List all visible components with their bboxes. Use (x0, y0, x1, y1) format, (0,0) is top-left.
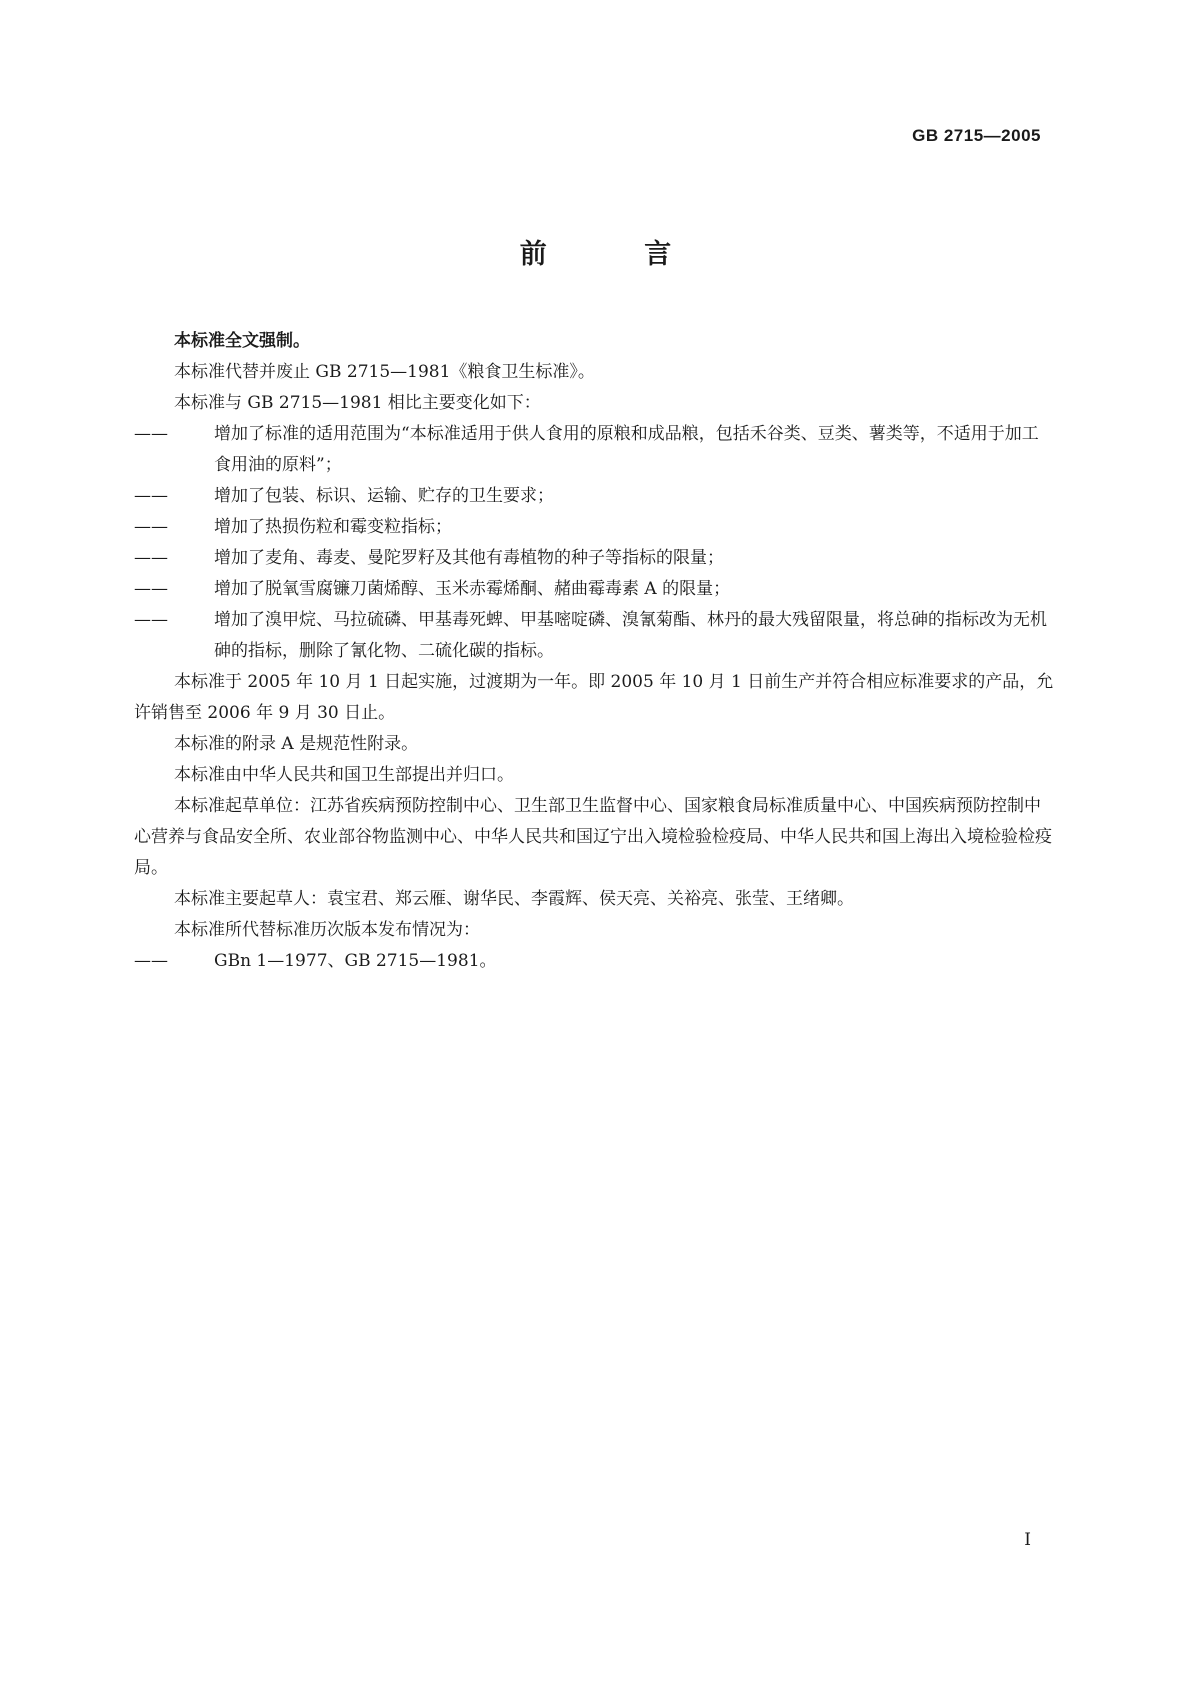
dash-marker: —— (134, 517, 168, 537)
replacement-statement: 本标准代替并废止 GB 2715—1981《粮食卫生标准》。 (174, 362, 595, 382)
change-item (134, 574, 1054, 605)
dash-marker: —— (134, 951, 168, 971)
proposer-note: 本标准由中华人民共和国卫生部提出并归口。 (174, 765, 514, 785)
foreword-body (134, 326, 1054, 977)
drafting-units: 本标准起草单位：江苏省疾病预防控制中心、卫生部卫生监督中心、国家粮食局标准质量中心、中国疾病预防控制中心营养与食品安全所、农业部谷物监测中心、中华人民共和国辽宁出入境检验检疫局、中华人民共和国上海出入境检验检疫局。 (134, 796, 1052, 878)
change-item-text: 增加了包装、标识、运输、贮存的卫生要求； (214, 486, 554, 506)
change-item (134, 419, 1054, 481)
dash-marker: —— (134, 579, 168, 599)
change-item (134, 512, 1054, 543)
page-number: I (1024, 1530, 1031, 1550)
change-item-text: 增加了标准的适用范围为“本标准适用于供人食用的原粮和成品粮，包括禾谷类、豆类、薯类等，不适用于加工食用油的原料”； (214, 424, 1039, 475)
change-item-text: 增加了脱氧雪腐镰刀菌烯醇、玉米赤霉烯酮、赭曲霉毒素 A 的限量； (214, 579, 731, 599)
mandatory-statement: 本标准全文强制。 (174, 331, 310, 351)
drafters: 本标准主要起草人：袁宝君、郑云雁、谢华民、李霞辉、侯天亮、关裕亮、张莹、王绪卿。 (174, 889, 854, 909)
change-item (134, 543, 1054, 574)
history-item-text: GBn 1—1977、GB 2715—1981。 (214, 951, 497, 971)
change-item-text: 增加了热损伤粒和霉变粒指标； (214, 517, 452, 537)
dash-marker: —— (134, 548, 168, 568)
changes-intro: 本标准与 GB 2715—1981 相比主要变化如下： (174, 393, 541, 413)
history-intro: 本标准所代替标准历次版本发布情况为： (174, 920, 480, 940)
implementation-date: 本标准于 2005 年 10 月 1 日起实施，过渡期为一年。即 2005 年 10 月 1 日前生产并符合相应标准要求的产品，允许销售至 2006 年 9 月 30 日止。 (134, 672, 1054, 723)
appendix-note: 本标准的附录 A 是规范性附录。 (174, 734, 419, 754)
page-title: 前 言 (519, 239, 716, 270)
dash-marker: —— (134, 486, 168, 506)
change-item-text: 增加了麦角、毒麦、曼陀罗籽及其他有毒植物的种子等指标的限量； (214, 548, 724, 568)
change-item (134, 605, 1054, 667)
dash-marker: —— (134, 610, 168, 630)
dash-marker: —— (134, 424, 168, 444)
change-item (134, 481, 1054, 512)
history-item (134, 946, 1054, 977)
change-item-text: 增加了溴甲烷、马拉硫磷、甲基毒死蜱、甲基嘧啶磷、溴氰菊酯、林丹的最大残留限量，将总砷的指标改为无机砷的指标，删除了氰化物、二硫化碳的指标。 (214, 610, 1047, 661)
standard-code: GB 2715—2005 (912, 126, 1041, 145)
